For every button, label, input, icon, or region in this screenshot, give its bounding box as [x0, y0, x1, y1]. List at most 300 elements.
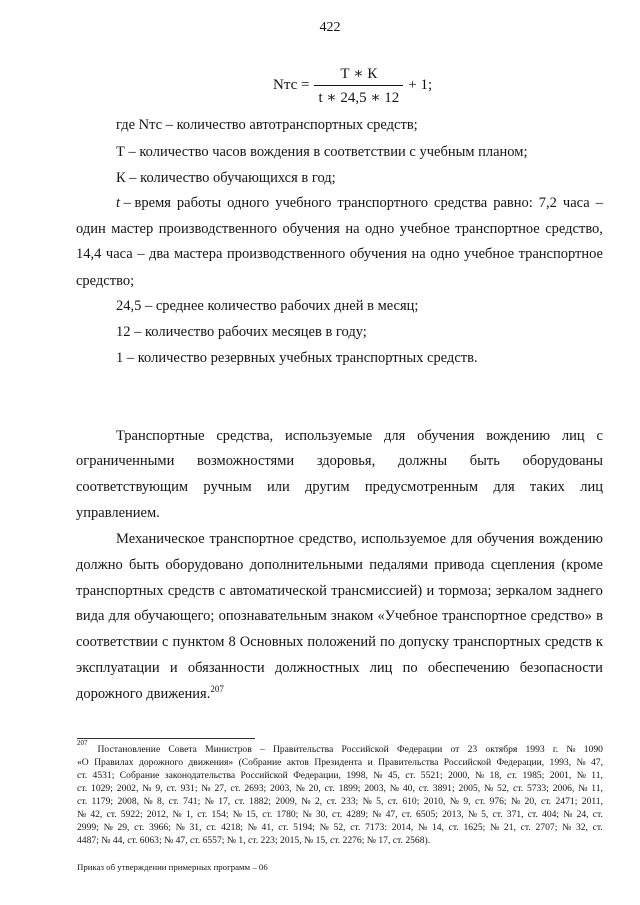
word: №: [372, 809, 382, 820]
footnote-divider: [77, 738, 255, 739]
word: №: [578, 783, 588, 794]
word: должно: [76, 557, 123, 573]
word: 741;: [183, 796, 201, 807]
word: 4289;: [346, 809, 369, 820]
word: 4218;: [221, 822, 243, 833]
word: Федерации: [397, 744, 443, 755]
document-footer: Приказ об утверждении примерных программ – 06: [77, 862, 268, 872]
footnote-line-4: [77, 782, 603, 795]
word: средства,: [216, 428, 274, 444]
word: ст.: [540, 796, 552, 807]
word: 5,: [376, 796, 384, 807]
word: ст.: [134, 822, 145, 833]
word: безопасности: [519, 660, 603, 676]
definition-days: 24,5 – среднее количество рабочих дней в месяц;: [116, 298, 419, 314]
word: №: [175, 822, 185, 833]
word: средств: [167, 583, 215, 599]
paragraph-2-line-2: [76, 556, 603, 574]
word: 2003,: [270, 783, 292, 794]
word: №: [101, 835, 111, 846]
word: ст.: [248, 835, 259, 846]
word: ст.: [324, 783, 335, 794]
word: тормоза;: [438, 583, 492, 599]
word: ст.: [106, 809, 117, 820]
word: №: [490, 822, 500, 833]
word: ст.: [168, 796, 179, 807]
word: (кроме: [561, 557, 603, 573]
word: автоматической: [229, 583, 327, 599]
word: Правительства: [272, 744, 334, 755]
word: 3891;: [432, 783, 455, 794]
word: 1985;: [522, 770, 545, 781]
word: 2005,: [458, 783, 481, 794]
word: дополнительными: [249, 557, 363, 573]
word: 5,: [481, 809, 489, 820]
word: 1,: [185, 809, 194, 820]
word: работы: [176, 195, 222, 211]
word: 32,: [575, 822, 588, 833]
word: 8: [228, 634, 236, 650]
word: для: [384, 428, 406, 444]
word: ст.: [401, 809, 412, 820]
footnote-line-8: [77, 834, 603, 847]
word: 30,: [315, 809, 328, 820]
word: (Собрание: [238, 757, 282, 768]
word: 2707;: [535, 822, 558, 833]
word: ст.: [405, 770, 416, 781]
word: 223;: [260, 835, 278, 846]
word: ст.: [474, 796, 486, 807]
word: допуску: [399, 634, 450, 650]
word: ст.: [506, 770, 518, 781]
word: с: [596, 428, 603, 444]
paragraph-1-line-2: [76, 452, 603, 470]
word: средство,: [298, 531, 357, 547]
footnote-line-6: [77, 808, 603, 821]
word: ограниченными: [76, 453, 175, 469]
word: 2693;: [244, 783, 267, 794]
word: 371,: [506, 809, 524, 820]
word: 5521;: [420, 770, 443, 781]
word: №: [142, 783, 152, 794]
word: транспортных: [76, 583, 164, 599]
word: движения»: [188, 757, 234, 768]
word: 42,: [90, 809, 103, 820]
word: ст.: [127, 835, 138, 846]
word: –: [259, 744, 265, 755]
word: от: [450, 744, 460, 755]
word: для: [493, 479, 515, 495]
word: 2000,: [448, 770, 470, 781]
word: ст.: [206, 822, 217, 833]
word: 2008,: [117, 796, 140, 807]
word: №: [510, 796, 521, 807]
word: Механическое: [116, 531, 205, 547]
word: по: [402, 660, 418, 676]
word: используемые: [285, 428, 373, 444]
definition-ntc: где Nтс – количество автотранспортных средств;: [116, 117, 418, 133]
word: 21,: [503, 822, 516, 833]
word: 4487;: [77, 835, 99, 846]
word: 41,: [261, 822, 274, 833]
word: 2010,: [423, 796, 446, 807]
word: 17,: [218, 796, 231, 807]
word: ст.: [77, 783, 88, 794]
paragraph-2-line-5: [76, 633, 603, 651]
word: №: [172, 809, 182, 820]
word: 1625;: [463, 822, 486, 833]
word: ст.: [197, 809, 208, 820]
word: 52,: [333, 822, 346, 833]
word: транспортное: [209, 531, 294, 547]
word: учебное: [399, 221, 450, 237]
word: 24,: [576, 809, 589, 820]
word: транспортных: [453, 634, 541, 650]
word: ст.: [230, 783, 241, 794]
word: Правительства: [378, 757, 439, 768]
definition-time-line-2: [76, 220, 603, 238]
word: 9,: [155, 783, 163, 794]
word: два: [149, 246, 170, 262]
word: часа: [105, 246, 133, 262]
footnote-line-5: [77, 795, 603, 808]
word: 15,: [246, 809, 259, 820]
word: обучения: [282, 221, 340, 237]
word: Постановление: [97, 744, 161, 755]
word: 7173:: [365, 822, 387, 833]
word: 31,: [189, 822, 202, 833]
paragraph-1-line-3: [76, 478, 603, 496]
paragraph-2-line-3: [76, 582, 603, 600]
word: №: [301, 796, 311, 807]
word: 610;: [402, 796, 420, 807]
word: №: [201, 783, 211, 794]
word: одного: [227, 195, 270, 211]
word: 44,: [112, 835, 125, 846]
word: пунктом: [172, 634, 225, 650]
word: быть: [469, 453, 500, 469]
word: Основных: [239, 634, 304, 650]
word: по: [379, 634, 395, 650]
word: №: [204, 796, 214, 807]
word: мастер: [111, 221, 154, 237]
word: используемое: [361, 531, 447, 547]
formula-tail: + 1;: [408, 76, 433, 93]
word: с: [162, 634, 169, 650]
word: ст.: [329, 835, 341, 846]
word: быть: [128, 557, 160, 573]
word: 1,: [238, 835, 246, 846]
word: вида: [76, 608, 105, 624]
word: средств: [544, 634, 592, 650]
word: эксплуатации: [76, 660, 160, 676]
word: 47,: [590, 757, 603, 768]
vehicle-count-formula: [273, 60, 432, 110]
word: ст.: [448, 822, 459, 833]
word: средства: [434, 195, 488, 211]
word: транспортное: [455, 221, 540, 237]
word: 1882;: [249, 796, 272, 807]
word: 40,: [402, 783, 415, 794]
word: –: [595, 195, 603, 211]
definition-t-text: – количество часов вождения в соответствии с учебным планом;: [124, 144, 528, 160]
word: предусмотренным: [364, 479, 479, 495]
word: №: [475, 770, 485, 781]
word: 2013,: [442, 809, 464, 820]
word: обязанности: [187, 660, 265, 676]
word: для: [450, 531, 473, 547]
word: 11,: [591, 770, 603, 781]
word: №: [563, 809, 573, 820]
word: Федерации,: [496, 757, 545, 768]
footnote-line-2: [77, 756, 603, 769]
word: 3966;: [149, 822, 171, 833]
word: соответствующим: [76, 479, 189, 495]
definition-time-words: [135, 194, 603, 212]
paragraph-2-line-7: [76, 685, 603, 703]
word: ст.: [418, 783, 429, 794]
footnote-line-3: [77, 769, 603, 782]
word: 47,: [175, 835, 188, 846]
paragraph-2-line-1: [76, 530, 603, 548]
word: 2003,: [364, 783, 386, 794]
word: привода: [434, 557, 485, 573]
word: ст.: [350, 822, 361, 833]
word: 931;: [180, 783, 198, 794]
word: 8,: [157, 796, 165, 807]
word: 1179;: [91, 796, 114, 807]
word: Совета: [168, 744, 197, 755]
word: для: [108, 608, 130, 624]
word: №: [226, 835, 236, 846]
word: ст.: [278, 822, 289, 833]
word: и: [367, 757, 373, 768]
word: 1780;: [276, 809, 299, 820]
word: оборудовано: [165, 557, 244, 573]
footnote-mark: 207: [77, 739, 88, 747]
word: ст.: [592, 822, 603, 833]
word: 11,: [591, 783, 603, 794]
word: возможностями: [197, 453, 295, 469]
word: законодательства: [164, 770, 236, 781]
word: Президента: [314, 757, 363, 768]
word: заднего: [556, 583, 603, 599]
word: №: [362, 796, 372, 807]
word: Министров: [205, 744, 252, 755]
word: обучения: [477, 531, 535, 547]
word: ст.: [592, 809, 603, 820]
word: обучения: [417, 428, 475, 444]
footnote-reference: 207: [210, 684, 224, 695]
word: г.: [552, 744, 559, 755]
word: часа: [562, 195, 590, 211]
word: 9,: [463, 796, 471, 807]
word: 20,: [308, 783, 321, 794]
word: транспортного: [337, 195, 429, 211]
word: 2002,: [116, 783, 139, 794]
word: одно: [430, 246, 460, 262]
word: №: [389, 783, 399, 794]
word: вождению: [486, 428, 551, 444]
word: Федерации,: [293, 770, 341, 781]
word: ст.: [326, 796, 337, 807]
word: на: [345, 221, 360, 237]
definition-time-line-4: средство;: [76, 273, 135, 289]
word: соответствии: [76, 634, 158, 650]
word: опознавательным: [218, 608, 327, 624]
word: –: [137, 246, 145, 262]
word: 27,: [214, 783, 227, 794]
word: положений: [307, 634, 376, 650]
word: 15,: [315, 835, 328, 846]
word: дорожного: [138, 757, 184, 768]
word: 29,: [117, 822, 130, 833]
word: №: [103, 822, 113, 833]
word: сцепления: [490, 557, 555, 573]
word: Российской: [240, 770, 288, 781]
definition-t: [76, 143, 603, 161]
word: 20,: [524, 796, 537, 807]
word: на: [411, 246, 426, 262]
formula-numerator: Т ∗ К: [340, 65, 378, 82]
word: 404;: [542, 809, 560, 820]
word: №: [247, 822, 257, 833]
word: 2012,: [146, 809, 169, 820]
word: 1090: [583, 744, 603, 755]
symbol-time-dash: –: [120, 195, 135, 211]
word: один: [76, 221, 106, 237]
formula-denominator: t ∗ 24,5 ∗ 12: [314, 85, 403, 107]
word: 2471;: [555, 796, 578, 807]
word: 233;: [341, 796, 359, 807]
word: №: [562, 822, 572, 833]
word: средство»: [530, 608, 592, 624]
word: 7,2: [538, 195, 557, 211]
word: производственного: [226, 246, 346, 262]
word: лиц: [369, 660, 393, 676]
word: актов: [286, 757, 309, 768]
word: октября: [485, 744, 518, 755]
page-number: 422: [319, 20, 341, 35]
word: №: [576, 757, 586, 768]
word: 1899;: [338, 783, 361, 794]
word: ст.: [234, 796, 245, 807]
word: 2,: [314, 796, 323, 807]
word: 45,: [387, 770, 400, 781]
word: 2568).: [405, 835, 431, 846]
word: в: [596, 608, 603, 624]
word: 5194;: [293, 822, 315, 833]
word: ст.: [262, 809, 273, 820]
word: 154;: [211, 809, 229, 820]
word: Правилах: [94, 757, 134, 768]
word: 2001,: [549, 770, 572, 781]
word: №: [302, 809, 312, 820]
word: 1029;: [91, 783, 113, 794]
paragraph-2-line-6: [76, 659, 603, 677]
word: 2015,: [280, 835, 302, 846]
word: трансмиссией): [331, 583, 423, 599]
word: и: [169, 660, 178, 676]
word: №: [418, 822, 428, 833]
word: мастера: [174, 246, 223, 262]
definition-k: К – количество обучающихся в год;: [116, 170, 336, 186]
word: транспортное: [518, 246, 603, 262]
word: 2009,: [275, 796, 298, 807]
word: ст.: [166, 783, 177, 794]
word: 18,: [489, 770, 502, 781]
definition-time-line-1: [76, 194, 603, 212]
word: равно:: [493, 195, 533, 211]
word: оборудованы: [522, 453, 603, 469]
word: №: [576, 770, 586, 781]
word: 14,4: [76, 246, 102, 262]
symbol-t: Т: [116, 144, 125, 160]
word: или: [266, 479, 290, 495]
word: должностных: [274, 660, 360, 676]
word: другим: [305, 479, 350, 495]
footnote-line-1-words: [98, 743, 604, 756]
word: №: [484, 783, 494, 794]
word: учебного: [275, 195, 332, 211]
word: Российской: [341, 744, 389, 755]
word: ст.: [331, 809, 343, 820]
word: 4531;: [92, 770, 115, 781]
word: ст.: [520, 822, 531, 833]
word: №: [373, 770, 383, 781]
word: Собрание: [119, 770, 160, 781]
word: средство,: [545, 221, 603, 237]
word: №: [77, 809, 87, 820]
word: лиц: [561, 428, 585, 444]
word: ручным: [203, 479, 252, 495]
word: 976;: [489, 796, 507, 807]
word: производственного: [158, 221, 278, 237]
word: ст.: [527, 809, 538, 820]
word: 2006,: [552, 783, 575, 794]
word: 6505;: [416, 809, 438, 820]
word: ст.: [392, 835, 403, 846]
definition-time-line-3: [76, 245, 603, 263]
word: 1998,: [346, 770, 368, 781]
word: 2011,: [581, 796, 603, 807]
word: №: [232, 809, 242, 820]
word: 1993: [525, 744, 545, 755]
word: №: [143, 796, 153, 807]
symbol-time: t: [116, 195, 121, 211]
word: ст.: [387, 796, 398, 807]
word: №: [566, 744, 576, 755]
word: зеркалом: [495, 583, 553, 599]
word: 17,: [378, 835, 391, 846]
word: здоровья,: [316, 453, 376, 469]
word: таких: [529, 479, 565, 495]
word: обеспечению: [427, 660, 510, 676]
word: и: [426, 583, 435, 599]
word: ст.: [512, 783, 524, 794]
word: №: [164, 835, 174, 846]
word: знаком: [330, 608, 374, 624]
definition-months: 12 – количество рабочих месяцев в году;: [116, 324, 367, 340]
formula-lhs: Nтс =: [273, 76, 310, 93]
word: 2014,: [391, 822, 414, 833]
word: 6557;: [202, 835, 225, 846]
word: 14,: [431, 822, 444, 833]
word: ст.: [190, 835, 201, 846]
word: время: [134, 195, 171, 211]
word: 1993,: [549, 757, 572, 768]
word: №: [467, 809, 477, 820]
